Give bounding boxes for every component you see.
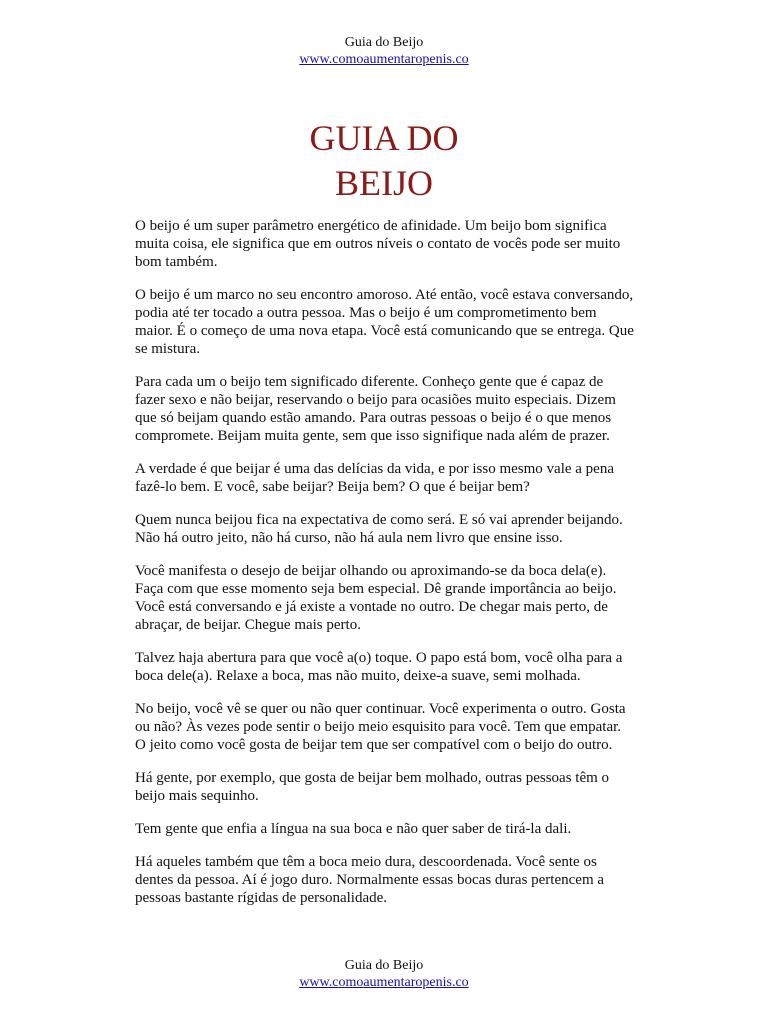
document-title	[0, 116, 768, 206]
paragraph: Há gente, por exemplo, que gosta de beijar bem molhado, outras pessoas têm o beijo mais sequinho.	[135, 770, 610, 804]
header-site-link[interactable]: www.comoaumentaropenis.co	[299, 52, 469, 67]
paragraph: Tem gente que enfia a língua na sua boca e não quer saber de tirá-la dali.	[135, 821, 572, 837]
document-title-line-2: BEIJO	[335, 163, 433, 203]
paragraph: Há aqueles também que têm a boca meio dura, descoordenada. Você sente os dentes da pessoa. Aí é jogo duro. Normalmente essas bocas duras pertencem a pessoas bastante rígidas de personalidade.	[135, 854, 605, 906]
footer-title: Guia do Beijo	[344, 958, 424, 973]
paragraph: A verdade é que beijar é uma das delícias da vida, e por isso mesmo vale a pena fazê-lo bem. E você, sabe beijar? Beija bem? O que é beijar bem?	[135, 461, 614, 495]
paragraph: O beijo é um marco no seu encontro amoroso. Até então, você estava conversando, podia até ter tocado a outra pessoa. Mas o beijo é um comprometimento bem maior. É o começo de uma nova etapa. Você está comunicando que se entrega. Que se mistura.	[135, 287, 634, 357]
page-header	[0, 34, 768, 68]
document-title-line-1: GUIA DO	[309, 118, 459, 158]
footer-site-link[interactable]: www.comoaumentaropenis.co	[299, 975, 469, 990]
paragraph: Talvez haja abertura para que você a(o) toque. O papo está bom, você olha para a boca dele(a). Relaxe a boca, mas não muito, deixe-a suave, semi molhada.	[135, 650, 623, 684]
page-footer	[0, 957, 768, 991]
paragraph: Para cada um o beijo tem significado diferente. Conheço gente que é capaz de fazer sexo e não beijar, reservando o beijo para ocasiões muito especiais. Dizem que só beijam quando estão amando. Para outras pessoas o beijo é o que menos compromete. Beijam muita gente, sem que isso signifique nada além de prazer.	[135, 374, 616, 444]
paragraph: Você manifesta o desejo de beijar olhando ou aproximando-se da boca dela(e). Faça com que esse momento seja bem especial. Dê grande importância ao beijo. Você está conversando e já existe a vontade no outro. De chegar mais perto, de abraçar, de beijar. Chegue mais perto.	[135, 563, 617, 633]
paragraph: Quem nunca beijou fica na expectativa de como será. E só vai aprender beijando. Não há outro jeito, não há curso, não há aula nem livro que ensine isso.	[135, 512, 623, 546]
document-body	[135, 217, 635, 922]
paragraph: No beijo, você vê se quer ou não quer continuar. Você experimenta o outro. Gosta ou não? Às vezes pode sentir o beijo meio esquisito para você. Tem que empatar. O jeito como você gosta de beijar tem que ser compatível com o beijo do outro.	[135, 701, 626, 753]
header-title: Guia do Beijo	[344, 35, 424, 50]
paragraph: O beijo é um super parâmetro energético de afinidade. Um beijo bom significa muita coisa, ele significa que em outros níveis o contato de vocês pode ser muito bom também.	[135, 218, 621, 270]
